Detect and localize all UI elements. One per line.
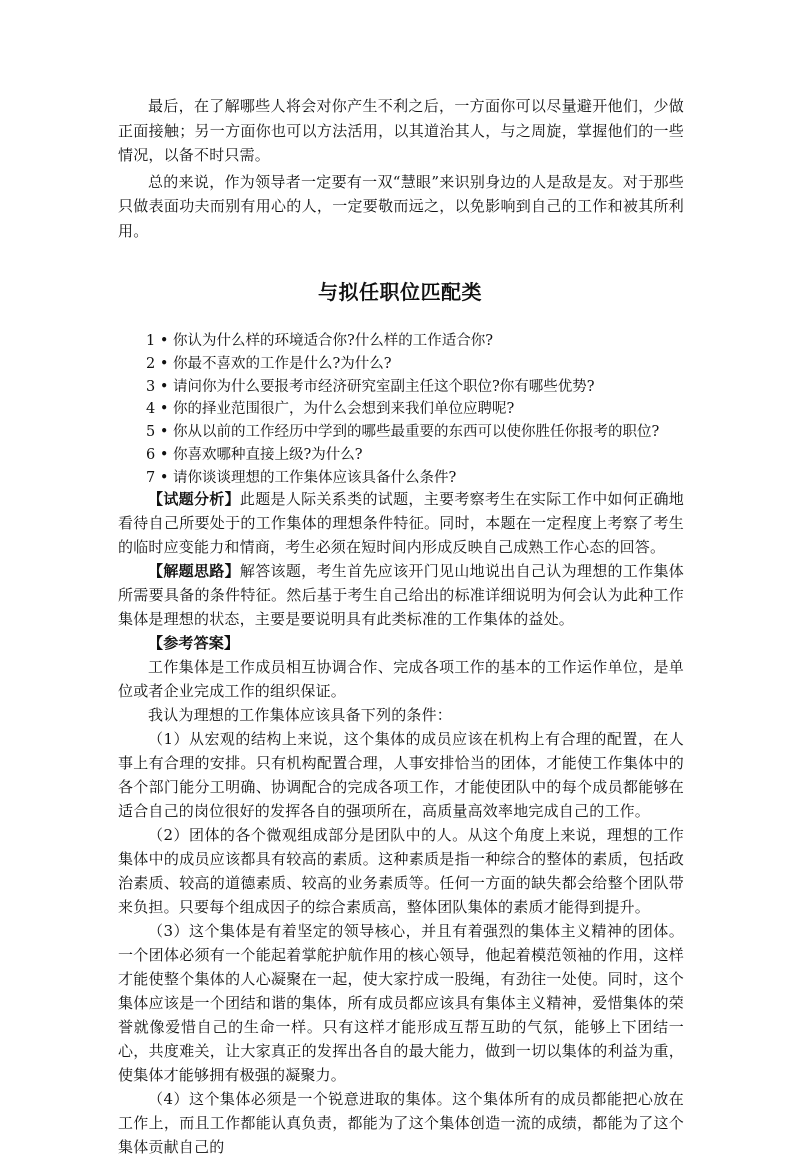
answer-paragraph: （3）这个集体是有着坚定的领导核心，并且有着强烈的集体主义精神的团体。一个团体必须有一个能起着掌舵护航作用的核心领导，他起着模范领袖的作用，这样才能使整个集体的人心凝聚在一起，使大家拧成一股绳，有劲往一处使。同时，这个集体应该是一个团结和谐的集体，所有成员都应该具有集体主义精神，爱惜集体的荣誉就像爱惜自己的生命一样。只有这样才能形成互帮互助的气氛，能够上下团结一心，共度难关，让大家真正的发挥出各自的最大能力，做到一切以集体的利益为重，使集体才能够拥有极强的凝聚力。 [118, 922, 684, 1084]
answer-paragraph: （4）这个集体必须是一个锐意进取的集体。这个集体所有的成员都能把心放在工作上，而且工作都能认真负责，都能为了这个集体创造一流的成绩，都能为了这个集体贡献自己的 [118, 1090, 684, 1156]
question-item: 3 • 请问你为什么要报考市经济研究室副主任这个职位?你有哪些优势? [146, 378, 595, 395]
section-title: 与拟任职位匹配类 [318, 280, 482, 304]
analysis-block [118, 487, 684, 1159]
approach-label: 【解题思路】 [148, 562, 240, 580]
analysis-label: 【试题分析】 [148, 490, 240, 508]
answer-label: 【参考答案】 [148, 634, 240, 652]
approach-paragraph [118, 559, 684, 631]
answer-paragraph: 我认为理想的工作集体应该具备下列的条件： [148, 706, 453, 724]
question-item: 4 • 你的择业范围很广，为什么会想到来我们单位应聘呢? [146, 401, 515, 418]
analysis-text: 此题是人际关系类的试题，主要考察考生在实际工作中如何正确地看待自己所要处于的工作集体的理想条件特征。同时，本题在一定程度上考察了考生的临时应变能力和情商，考生必须在短时间内形成反映自己成熟工作心态的回答。 [118, 490, 684, 556]
answer-paragraph: （1）从宏观的结构上来说，这个集体的成员应该在机构上有合理的配置，在人事上有合理的安排。只有机构配置合理，人事安排恰当的团体，才能使工作集体中的各个部门能分工明确、协调配合的完成各项工作，才能使团队中的每个成员都能够在适合自己的岗位很好的发挥各自的强项所在，高质量高效率地完成自己的工作。 [118, 730, 684, 820]
approach-text: 解答该题，考生首先应该开门见山地说出自己认为理想的工作集体所需要具备的条件特征。然后基于考生自己给出的标准详细说明为何会认为此种工作集体是理想的状态，主要是要说明具有此类标准的工作集体的益处。 [118, 562, 684, 628]
question-item: 5 • 你从以前的工作经历中学到的哪些最重要的东西可以使你胜任你报考的职位? [146, 424, 660, 441]
analysis-paragraph [118, 487, 684, 559]
question-item: 6 • 你喜欢哪种直接上级?为什么? [146, 446, 363, 463]
answer-heading [118, 631, 684, 655]
question-item: 7 • 请你谈谈理想的工作集体应该具备什么条件? [146, 469, 457, 486]
answer-paragraph: 工作集体是工作成员相互协调合作、完成各项工作的基本的工作运作单位，是单位或者企业完成工作的组织保证。 [118, 658, 684, 700]
answer-paragraph: （2）团体的各个微观组成部分是团队中的人。从这个角度上来说，理想的工作集体中的成员应该都具有较高的素质。这种素质是指一种综合的整体的素质，包括政治素质、较高的道德素质、较高的业务素质等。任何一方面的缺失都会给整个团队带来负担。只要每个组成因子的综合素质高，整体团队集体的素质才能得到提升。 [118, 826, 684, 916]
question-item: 2 • 你最不喜欢的工作是什么?为什么? [146, 355, 392, 372]
intro-paragraph-2: 总的来说，作为领导者一定要有一双“慧眼”来识别身边的人是敌是友。对于那些只做表面功夫而别有用心的人，一定要敬而远之，以免影响到自己的工作和被其所利用。 [118, 172, 684, 240]
intro-block [118, 94, 684, 243]
intro-paragraph-1: 最后，在了解哪些人将会对你产生不利之后，一方面你可以尽量避开他们，少做正面接触；另一方面你也可以方法活用，以其道治其人，与之周旋，掌握他们的一些情况，以备不时只需。 [118, 97, 684, 164]
question-list [146, 330, 686, 490]
question-item: 1 • 你认为什么样的环境适合你?什么样的工作适合你? [146, 333, 494, 349]
